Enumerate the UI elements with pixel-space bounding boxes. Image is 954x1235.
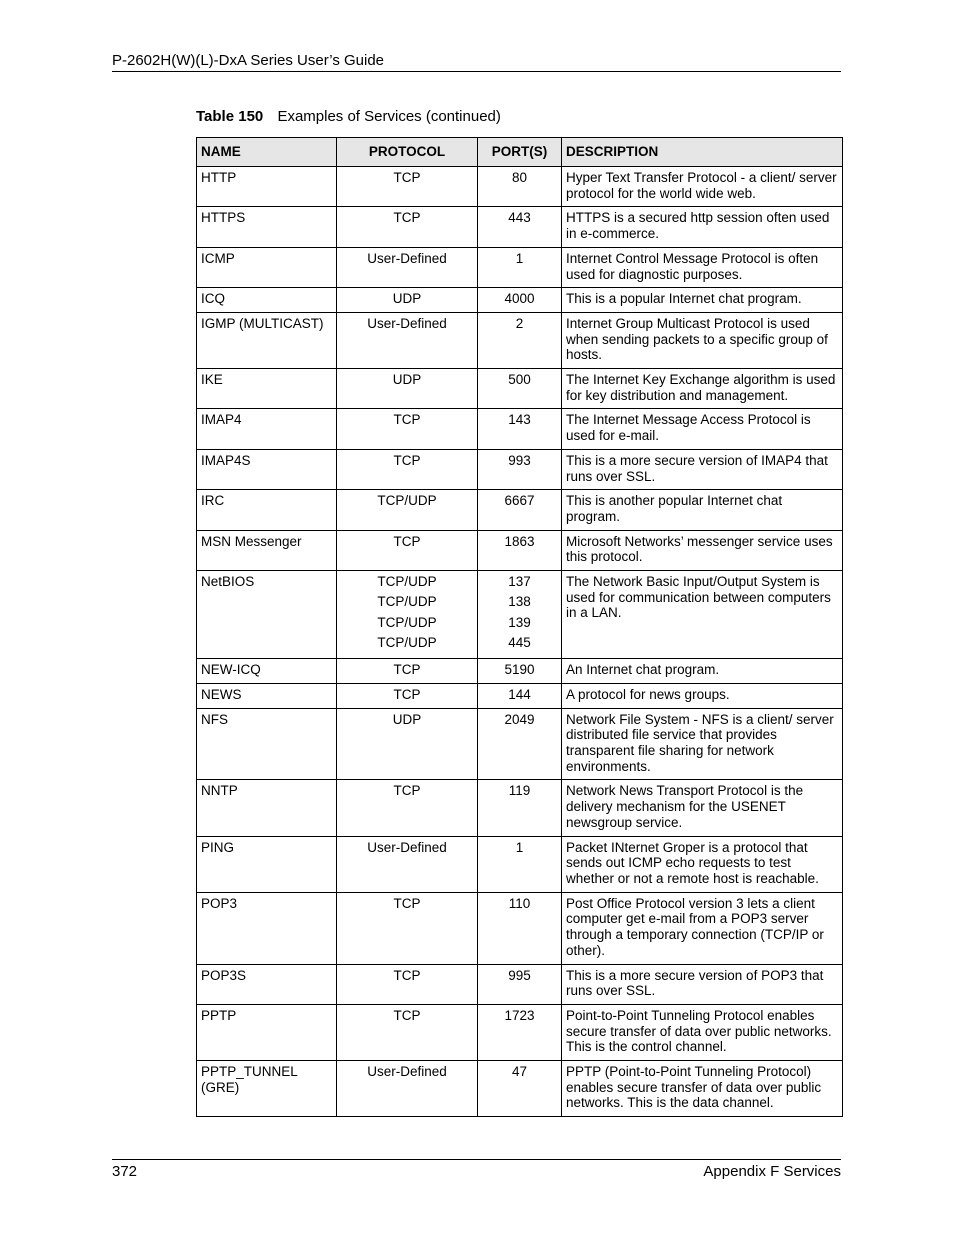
protocol-cell [337,659,478,684]
ports-cell [478,964,562,1004]
description-cell: Network News Transport Protocol is the delivery mechanism for the USENET newsgroup service. [562,780,843,836]
protocol-value: TCP [393,783,421,799]
protocol-cell [337,571,478,659]
service-name-cell: HTTP [197,167,337,207]
protocol-value: User-Defined [367,250,447,266]
table-row [197,1061,843,1117]
protocol-cell [337,708,478,780]
table-row [197,780,843,836]
protocol-cell [337,288,478,313]
port-value: 1723 [504,1007,535,1023]
description-cell: The Network Basic Input/Output System is used for communication between computers in a LAN. [562,571,843,659]
table-row [197,571,843,659]
table-row [197,449,843,489]
protocol-value: TCP [393,1007,421,1023]
protocol-value: TCP [393,533,421,549]
table-row [197,167,843,207]
protocol-value: TCP [393,967,421,983]
protocol-cell [337,964,478,1004]
table-row [197,409,843,449]
table-row [197,490,843,530]
port-value: 119 [508,783,531,799]
protocol-cell [337,780,478,836]
service-name-cell: ICQ [197,288,337,313]
ports-cell [478,708,562,780]
protocol-value: User-Defined [367,1064,447,1080]
port-value: 4000 [504,291,535,307]
ports-cell [478,530,562,570]
service-name-cell: NFS [197,708,337,780]
ports-cell [478,312,562,368]
protocol-cell [337,167,478,207]
protocol-value: TCP [393,210,421,226]
description-cell: Internet Control Message Protocol is often used for diagnostic purposes. [562,247,843,287]
table-row [197,312,843,368]
port-value: 1 [515,839,524,855]
service-name-cell: PPTP [197,1004,337,1060]
port-value: 80 [511,170,528,185]
table-row [197,892,843,964]
protocol-cell [337,683,478,708]
page-footer [112,1159,841,1183]
ports-cell [478,780,562,836]
description-cell: Network File System - NFS is a client/ server distributed file service that provides transparent file sharing for network environments. [562,708,843,780]
ports-cell [478,207,562,247]
description-cell: Post Office Protocol version 3 lets a client computer get e-mail from a POP3 server through a temporary connection (TCP/IP or other). [562,892,843,964]
port-value: 144 [508,686,531,702]
service-name-cell: MSN Messenger [197,530,337,570]
service-name-cell: PPTP_TUNNEL (GRE) [197,1061,337,1117]
port-value: 139 [508,614,531,630]
service-name-cell: IGMP (MULTICAST) [197,312,337,368]
port-value: 110 [508,895,531,911]
port-value: 143 [508,412,531,428]
description-cell: PPTP (Point-to-Point Tunneling Protocol) enables secure transfer of data over public networks. This is the data channel. [562,1061,843,1117]
protocol-value: TCP/UDP [377,574,437,590]
protocol-cell [337,530,478,570]
port-value: 445 [508,634,531,650]
protocol-cell [337,449,478,489]
page-number: 372 [112,1163,138,1180]
protocol-cell [337,207,478,247]
protocol-value: TCP/UDP [377,493,437,509]
port-value: 137 [508,574,531,590]
col-header-description: DESCRIPTION [562,138,843,167]
service-name-cell: NEW-ICQ [197,659,337,684]
page-header [112,51,841,72]
port-value: 993 [508,452,531,468]
table-row [197,659,843,684]
ports-cell [478,571,562,659]
port-value: 47 [511,1064,528,1080]
protocol-value: TCP [393,662,421,678]
service-name-cell: IMAP4S [197,449,337,489]
table-row [197,207,843,247]
protocol-cell [337,312,478,368]
protocol-value: UDP [392,291,422,307]
description-cell: Internet Group Multicast Protocol is used when sending packets to a specific group of hosts. [562,312,843,368]
description-cell: A protocol for news groups. [562,683,843,708]
table-row [197,708,843,780]
description-cell: This is a more secure version of POP3 that runs over SSL. [562,964,843,1004]
col-header-name: NAME [197,138,337,167]
service-name-cell: PING [197,836,337,892]
table-number: Table 150 [196,108,264,125]
port-value: 1863 [504,533,535,549]
service-name-cell: NetBIOS [197,571,337,659]
port-value: 1 [515,250,524,266]
protocol-cell [337,247,478,287]
description-cell: Hyper Text Transfer Protocol - a client/ server protocol for the world wide web. [562,167,843,207]
ports-cell [478,409,562,449]
port-value: 500 [508,372,531,388]
ports-cell [478,490,562,530]
protocol-cell [337,1004,478,1060]
protocol-value: TCP [393,686,421,702]
port-value: 6667 [504,493,535,509]
protocol-cell [337,1061,478,1117]
table-row [197,369,843,409]
protocol-value: User-Defined [367,315,447,331]
service-name-cell: HTTPS [197,207,337,247]
ports-cell [478,247,562,287]
protocol-value: UDP [392,711,422,727]
protocol-value: TCP [393,170,421,185]
description-cell: The Internet Message Access Protocol is used for e-mail. [562,409,843,449]
port-value: 995 [508,967,531,983]
table-title: Examples of Services (continued) [277,108,501,125]
service-name-cell: POP3 [197,892,337,964]
service-name-cell: IKE [197,369,337,409]
description-cell: Point-to-Point Tunneling Protocol enables secure transfer of data over public networks. This is the control channel. [562,1004,843,1060]
protocol-value: TCP [393,895,421,911]
service-name-cell: POP3S [197,964,337,1004]
table-row [197,964,843,1004]
protocol-value: User-Defined [367,839,447,855]
description-cell: This is another popular Internet chat program. [562,490,843,530]
protocol-cell [337,892,478,964]
services-table [196,137,843,1117]
protocol-value: UDP [392,372,422,388]
description-cell: HTTPS is a secured http session often used in e-commerce. [562,207,843,247]
protocol-cell [337,836,478,892]
port-value: 5190 [504,662,535,678]
col-header-ports: PORT(S) [478,138,562,167]
protocol-value: TCP [393,452,421,468]
table-row [197,836,843,892]
protocol-cell [337,369,478,409]
port-value: 138 [508,594,531,610]
service-name-cell: IRC [197,490,337,530]
table-row [197,1004,843,1060]
ports-cell [478,1061,562,1117]
service-name-cell: IMAP4 [197,409,337,449]
ports-cell [478,369,562,409]
table-caption [196,107,501,127]
protocol-value: TCP/UDP [377,614,437,630]
protocol-value: TCP [393,412,421,428]
table-row [197,288,843,313]
ports-cell [478,892,562,964]
table-header-row [197,138,843,167]
description-cell: Packet INternet Groper is a protocol that sends out ICMP echo requests to test whether or not a remote host is reachable. [562,836,843,892]
service-name-cell: NEWS [197,683,337,708]
service-name-cell: NNTP [197,780,337,836]
section-title: Appendix F Services [703,1163,841,1180]
ports-cell [478,683,562,708]
ports-cell [478,836,562,892]
ports-cell [478,659,562,684]
ports-cell [478,288,562,313]
service-name-cell: ICMP [197,247,337,287]
table-row [197,247,843,287]
protocol-cell [337,490,478,530]
ports-cell [478,449,562,489]
ports-cell [478,1004,562,1060]
col-header-protocol: PROTOCOL [337,138,478,167]
description-cell: This is a more secure version of IMAP4 that runs over SSL. [562,449,843,489]
port-value: 2049 [504,711,535,727]
port-value: 443 [508,210,531,226]
description-cell: An Internet chat program. [562,659,843,684]
description-cell: This is a popular Internet chat program. [562,288,843,313]
description-cell: Microsoft Networks’ messenger service uses this protocol. [562,530,843,570]
port-value: 2 [515,315,524,331]
guide-title: P-2602H(W)(L)-DxA Series User’s Guide [112,52,385,69]
table-row [197,683,843,708]
table-body [197,167,843,1117]
description-cell: The Internet Key Exchange algorithm is used for key distribution and management. [562,369,843,409]
ports-cell [478,167,562,207]
protocol-value: TCP/UDP [377,594,437,610]
table-row [197,530,843,570]
protocol-cell [337,409,478,449]
protocol-value: TCP/UDP [377,634,437,650]
